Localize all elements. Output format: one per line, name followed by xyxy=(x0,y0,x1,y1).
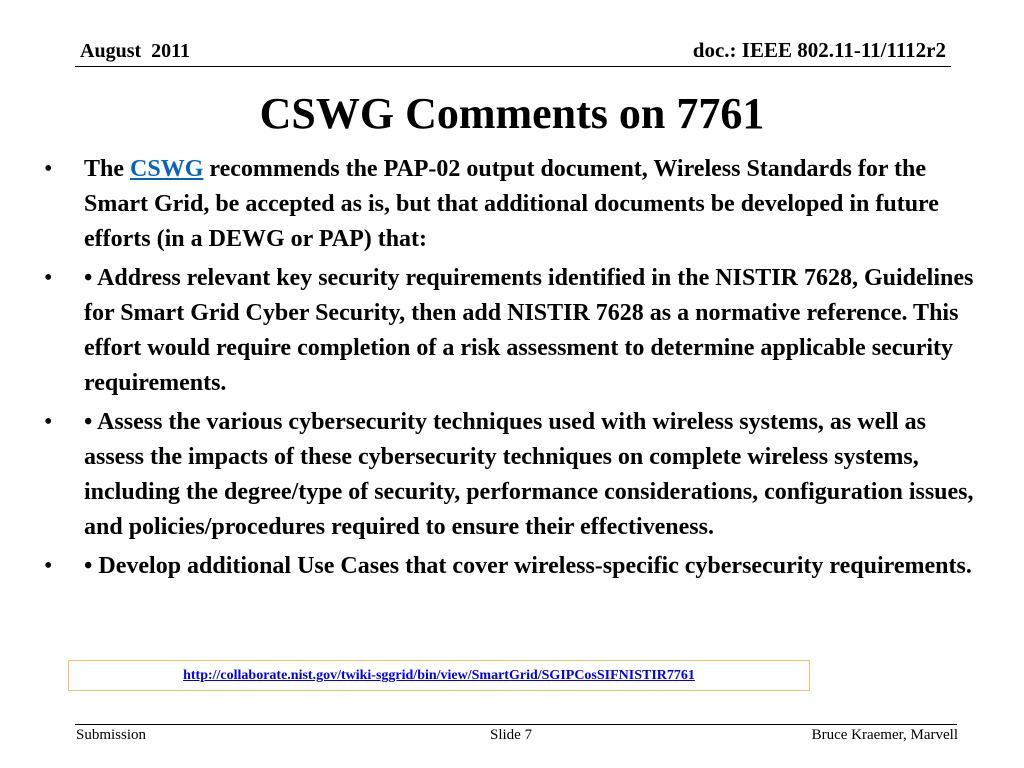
bullet-item xyxy=(44,405,974,545)
bullet-marker: • xyxy=(44,156,53,182)
reference-url-link[interactable]: http://collaborate.nist.gov/twiki-sggrid/bin/view/SmartGrid/SGIPCosSIFNISTIR7761 xyxy=(183,668,695,683)
bullet-list xyxy=(44,152,974,588)
bullet-text-post: recommends the PAP-02 output document, Wireless Standards for the Smart Grid, be accepted as is, but that additional documents be developed in future efforts (in a DEWG or PAP) that: xyxy=(84,156,939,252)
footer-author: Bruce Kraemer, Marvell xyxy=(811,727,958,743)
bullet-text-pre: The xyxy=(84,156,131,182)
footer-slide-number: Slide 7 xyxy=(490,727,533,743)
bullet-marker: • xyxy=(44,553,53,579)
bullet-marker: • xyxy=(44,265,53,291)
footer-divider xyxy=(75,724,957,725)
header-doc-id: doc.: IEEE 802.11-11/1112r2 xyxy=(692,38,946,62)
bullet-text: • Assess the various cybersecurity techniques used with wireless systems, as well as assess the impacts of these cybersecurity techniques on complete wireless systems, including the degree/type of security, performance considerations, configuration issues, and policies/procedures required to ensure their effectiveness. xyxy=(84,409,974,540)
footer-submission: Submission xyxy=(76,727,147,743)
bullet-text: • Address relevant key security requirements identified in the NISTIR 7628, Guidelines for Smart Grid Cyber Security, then add NISTIR 7628 as a normative reference. This effort would require completion of a risk assessment to determine applicable security requirements. xyxy=(84,265,974,396)
bullet-marker: • xyxy=(44,409,53,435)
header-date: August 2011 xyxy=(80,40,191,62)
bullet-text: • Develop additional Use Cases that cover wireless-specific cybersecurity requirements. xyxy=(84,553,972,579)
header-divider xyxy=(75,66,951,67)
cswg-link[interactable]: CSWG xyxy=(130,156,204,182)
reference-url-box xyxy=(68,660,810,691)
bullet-item xyxy=(44,261,974,401)
slide-title: CSWG Comments on 7761 xyxy=(259,89,765,138)
bullet-item xyxy=(44,152,974,257)
bullet-item xyxy=(44,549,974,584)
